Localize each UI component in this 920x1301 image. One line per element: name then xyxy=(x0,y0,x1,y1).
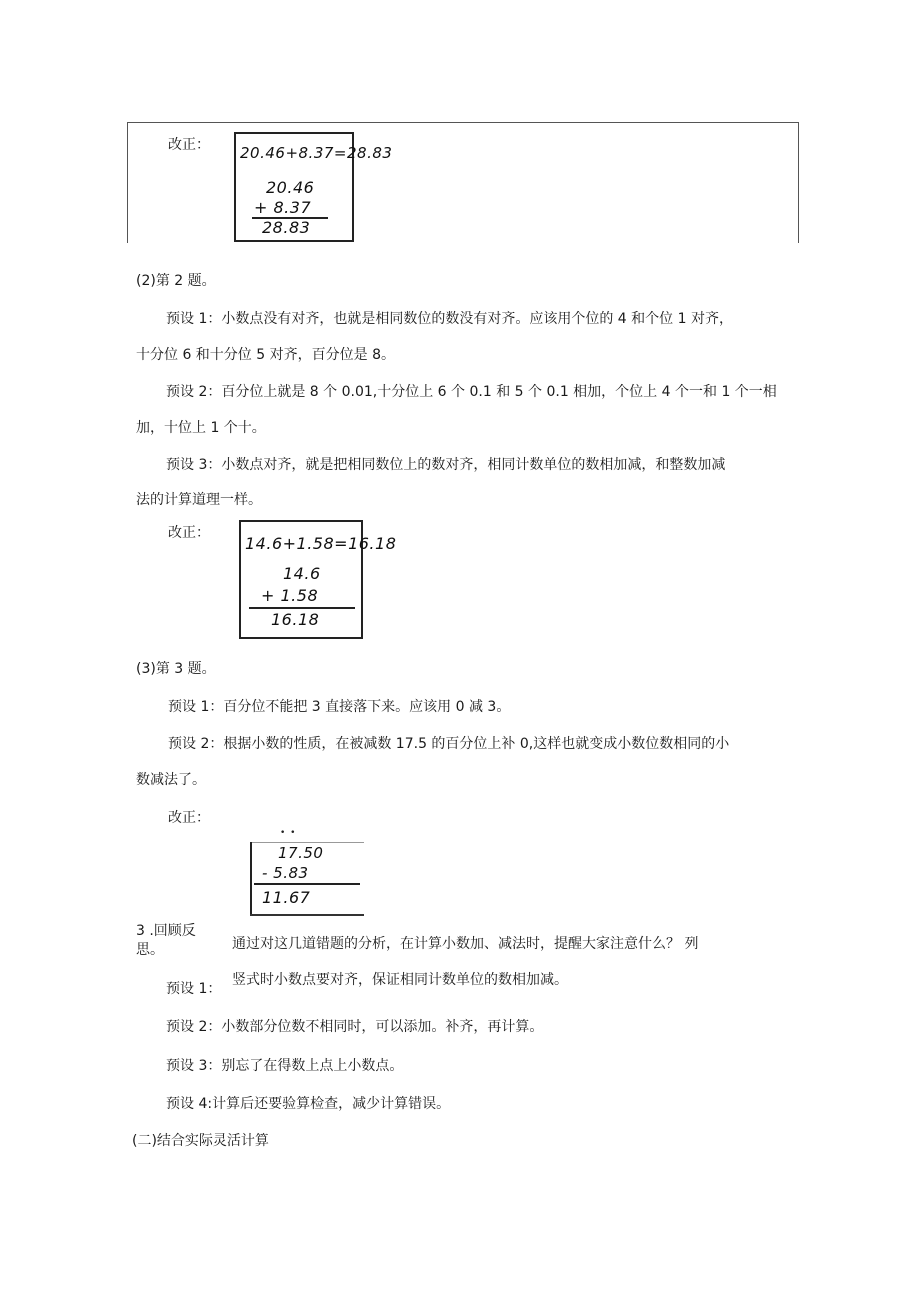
reflect-heading-line1: 3 .回顾反 xyxy=(136,923,196,939)
hw-difference: 11.67 xyxy=(262,888,311,907)
hw-box-top-edge xyxy=(250,842,364,843)
top-frame xyxy=(127,122,799,243)
q3-heading: (3)第 3 题。 xyxy=(136,661,216,677)
reflect-p1-label: 预设 1： xyxy=(166,981,222,997)
reflect-p3: 预设 3：别忘了在得数上点上小数点。 xyxy=(166,1058,404,1074)
reflect-question: 通过对这几道错题的分析，在计算小数加、减法时，提醒大家注意什么？ 列 xyxy=(232,936,699,952)
correction-label-2: 改正： xyxy=(168,525,210,541)
q3-preset2-line1: 预设 2：根据小数的性质，在被减数 17.5 的百分位上补 0,这样也就变成小数位数相同的小 xyxy=(168,736,730,752)
hw-sum-line xyxy=(249,607,355,609)
hw-minuend: 17.50 xyxy=(278,844,324,862)
handwritten-correction-2 xyxy=(239,520,397,639)
q2-preset3-line1: 预设 3：小数点对齐，就是把相同数位上的数对齐，相同计数单位的数相加减，和整数加减 xyxy=(166,457,726,473)
correction-label-3: 改正： xyxy=(168,810,210,826)
hw-diff-line xyxy=(254,883,360,885)
q2-preset2-line2: 加，十位上 1 个十。 xyxy=(136,420,266,436)
q2-heading: (2)第 2 题。 xyxy=(136,273,216,289)
hw-equation: 20.46+8.37=28.83 xyxy=(240,144,393,162)
hw-addend-2: + 1.58 xyxy=(261,586,319,605)
hw-addend-2: + 8.37 xyxy=(254,198,312,217)
handwritten-correction-3 xyxy=(250,842,364,916)
q2-preset1-line2: 十分位 6 和十分位 5 对齐，百分位是 8。 xyxy=(136,347,395,363)
correction-label-1: 改正： xyxy=(168,137,210,153)
handwritten-correction-1 xyxy=(234,132,393,242)
hw-sum: 16.18 xyxy=(271,610,320,629)
q3-preset1: 预设 1：百分位不能把 3 直接落下来。应该用 0 减 3。 xyxy=(168,699,511,715)
hw-box-left-edge xyxy=(250,842,252,916)
hw-borrow-dots: • • xyxy=(280,828,297,838)
q2-preset2-line1: 预设 2：百分位上就是 8 个 0.01,十分位上 6 个 0.1 和 5 个 0.1 相加，个位上 4 个一和 1 个一相 xyxy=(166,384,777,400)
q2-preset3-line2: 法的计算道理一样。 xyxy=(136,492,262,508)
hw-sum: 28.83 xyxy=(262,218,311,237)
hw-box-bottom-edge xyxy=(250,914,364,916)
hw-addend-1: 14.6 xyxy=(283,564,321,583)
reflect-p1-text: 竖式时小数点要对齐，保证相同计数单位的数相加减。 xyxy=(232,972,568,988)
hw-subtrahend: - 5.83 xyxy=(262,864,309,882)
hw-equation: 14.6+1.58=16.18 xyxy=(245,534,397,553)
section2-heading: (二)结合实际灵活计算 xyxy=(132,1133,269,1149)
q3-preset2-line2: 数减法了。 xyxy=(136,772,206,788)
reflect-p4: 预设 4:计算后还要验算检查，减少计算错误。 xyxy=(166,1096,451,1112)
hw-addend-1: 20.46 xyxy=(266,178,315,197)
q2-preset1-line1: 预设 1：小数点没有对齐，也就是相同数位的数没有对齐。应该用个位的 4 和个位 1 对齐， xyxy=(166,311,733,327)
reflect-heading-line2: 思。 xyxy=(136,942,164,958)
reflect-p2: 预设 2：小数部分位数不相同时，可以添加。补齐，再计算。 xyxy=(166,1019,544,1035)
